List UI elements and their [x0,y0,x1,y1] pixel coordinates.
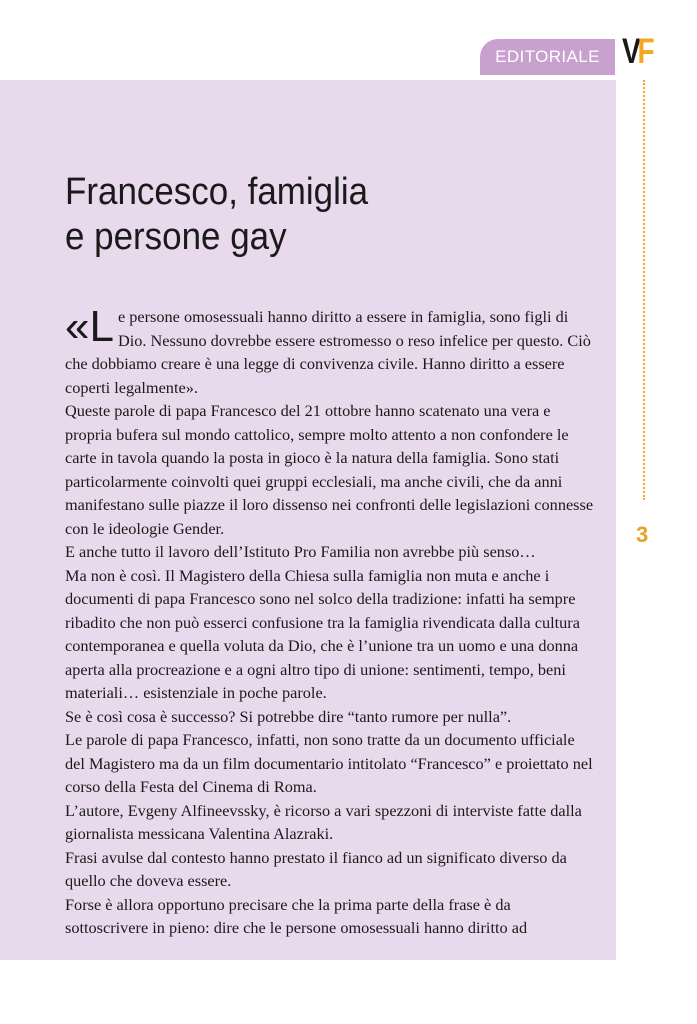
article-title [65,170,543,260]
paragraph-7: L’autore, Evgeny Alfineevssky, è ricorso a vari spezzoni di interviste fatte dalla giornalista messicana Valentina Alazraki. [65,800,582,843]
logo-letter-v: V [622,32,638,71]
paragraph-1-text: e persone omosessuali hanno diritto a essere in famiglia, sono figli di Dio. Nessuno dovrebbe essere estromesso o reso infelice per questo. Ciò che dobbiamo creare è una legge di convivenza civile. Hanno diritto a essere coperti legalmente». [65,307,591,397]
paragraph-4: Ma non è così. Il Magistero della Chiesa sulla famiglia non muta e anche i documenti di papa Francesco sono nel solco della tradizione: infatti ha sempre ribadito che non può esserci confusione tra la famiglia rivendicata dalla cultura contemporanea e quella voluta da Dio, che è l’unione tra un uomo e una donna aperta alla procreazione e a ogni altro tipo di unione: sentimenti, tempo, beni materiali… esistenziale in poche parole. [65,565,580,702]
page-number: 3 [636,522,649,547]
title-line-1: Francesco, famiglia [65,171,369,213]
article-body [65,302,595,940]
section-label: EDITORIALE [495,47,600,66]
title-line-2: e persone gay [65,216,287,258]
paragraph-5: Se è così cosa è successo? Si potrebbe dire “tanto rumore per nulla”. [65,706,512,726]
paragraph-8: Frasi avulse dal contesto hanno prestato il fianco ad un significato diverso da quello che doveva essere. [65,847,567,890]
paragraph-1 [65,302,595,399]
paragraph-6: Le parole di papa Francesco, infatti, non sono tratte da un documento ufficiale del Magistero ma da un film documentario intitolato “Francesco” e proiettato nel corso della Festa del Cinema di Roma. [65,730,593,796]
paragraph-9: Forse è allora opportuno precisare che la prima parte della frase è da sottoscrivere in pieno: dire che le persone omosessuali hanno diritto ad [65,894,528,937]
paragraph-3: E anche tutto il lavoro dell’Istituto Pro Familia non avrebbe più senso… [65,542,536,561]
dotted-margin-line [643,80,645,500]
paragraph-2: Queste parole di papa Francesco del 21 ottobre hanno scatenato una vera e propria bufera sul mondo cattolico, sempre molto attento a non confondere le carte in tavola quando la posta in gioco è la natura della famiglia. Sono stati particolarmente coinvolti quei gruppi ecclesiali, ma anche civili, che da anni manifestano sulle piazze il loro dissenso nei confronti delle legislazioni connesse con le ideologie Gender. [65,401,594,538]
magazine-logo [622,32,651,72]
section-tab [480,39,615,75]
drop-cap: «L [65,302,114,351]
logo-letter-f: F [637,32,652,71]
